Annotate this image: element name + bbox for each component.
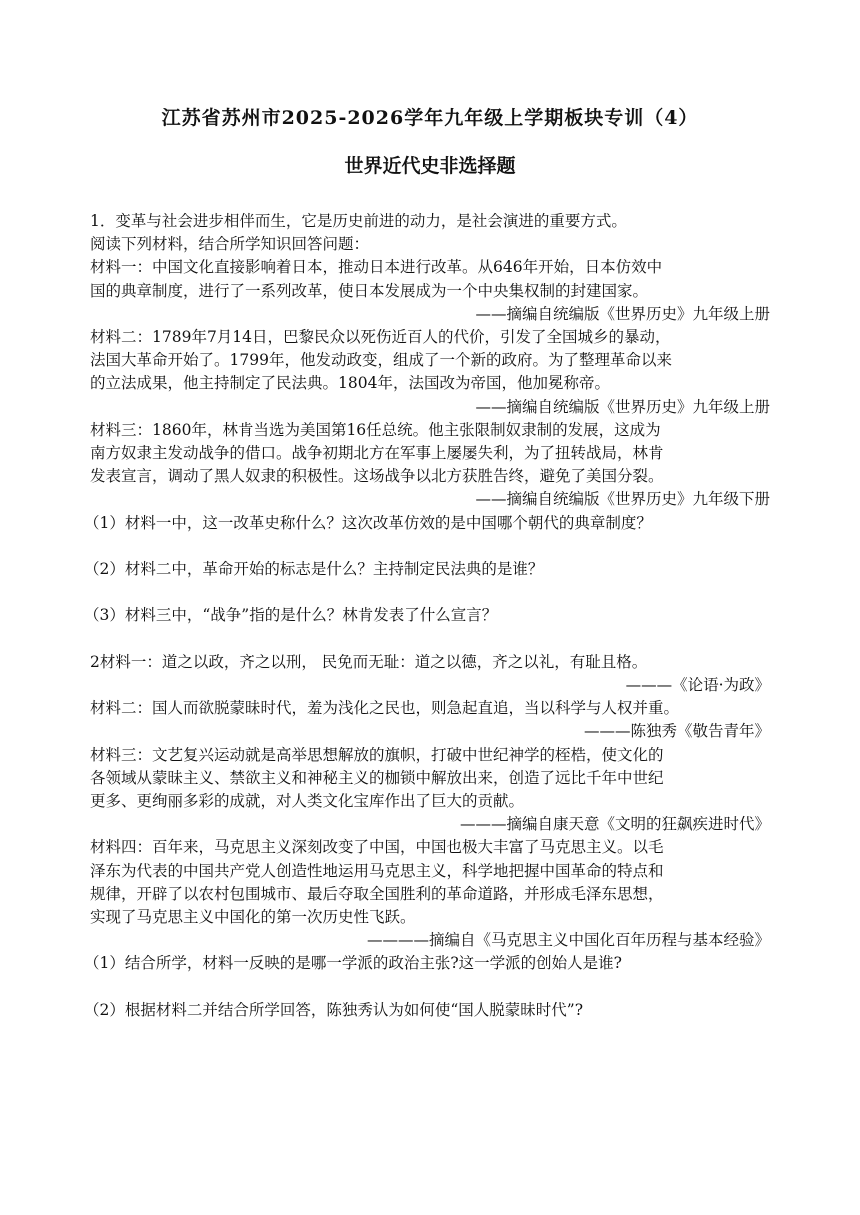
q1-instruction: 阅读下列材料，结合所学知识回答问题：: [90, 235, 370, 254]
q1-material-3-line-2: 南方奴隶主发动战争的借口。战争初期北方在军事上屡屡失利，为了扭转战局，林肯: [90, 444, 664, 463]
answer-space: [90, 535, 770, 558]
q1-material-1-line-2: 国的典章制度，进行了一系列改革，使日本发展成为一个中央集权制的封建国家。: [90, 281, 649, 300]
q1-material-1-line-1: 材料一：中国文化直接影响着日本，推动日本进行改革。从646年开始，日本仿效中: [90, 258, 663, 277]
page-title: 江苏省苏州市2025-2026学年九年级上学期板块专训（4）: [161, 107, 699, 129]
q2-material-3-line-3: 更多、更绚丽多彩的成就，对人类文化宝库作出了巨大的贡献。: [90, 792, 525, 811]
q2-material-4-line-4: 实现了马克思主义中国化的第一次历史性飞跃。: [90, 908, 416, 927]
q2-sub-question-1: （1）结合所学，材料一反映的是哪一学派的政治主张?这一学派的创始人是谁?: [84, 954, 622, 973]
q2-material-4-source: ————摘编自《马克思主义中国化百年历程与基本经验》: [366, 931, 770, 950]
q1-material-2-line-3: 的立法成果，他主持制定了民法典。1804年，法国改为帝国，他加冕称帝。: [90, 374, 610, 393]
q1-sub-question-1: （1）材料一中，这一改革史称什么？这次改革仿效的是中国哪个朝代的典章制度？: [84, 513, 652, 532]
q1-sub-question-3: （3）材料三中，“战争”指的是什么？林肯发表了什么宣言？: [84, 606, 498, 625]
q2-material-4-line-3: 规律，开辟了以农村包围城市、最后夺取全国胜利的革命道路，并形成毛泽东思想，: [90, 884, 664, 903]
q2-sub-question-2: （2）根据材料二并结合所学回答，陈独秀认为如何使“国人脱蒙昧时代”?: [84, 1000, 584, 1019]
q2-material-2-line-1: 材料二：国人而欲脱蒙昧时代，羞为浅化之民也，则急起直追，当以科学与人权并重。: [90, 699, 680, 718]
question-1: [84, 210, 770, 651]
q2-material-3-source: ———摘编自康天意《文明的狂飙疾进时代》: [459, 815, 770, 834]
q1-intro: 1．变革与社会进步相伴而生，它是历史前进的动力，是社会演进的重要方式。: [90, 212, 627, 230]
q1-sub-question-2: （2）材料二中，革命开始的标志是什么？主持制定民法典的是谁？: [84, 560, 544, 579]
q2-material-3-line-2: 各领域从蒙昧主义、禁欲主义和神秘主义的枷锁中解放出来，创造了远比千年中世纪: [90, 768, 664, 787]
q1-material-3-line-3: 发表宣言，调动了黑人奴隶的积极性。这场战争以北方获胜告终，避免了美国分裂。: [90, 467, 664, 486]
q1-material-2-source: ——摘编自统编版《世界历史》九年级上册: [475, 397, 770, 416]
answer-space: [90, 976, 770, 999]
q1-material-1-source: ——摘编自统编版《世界历史》九年级上册: [475, 304, 770, 323]
q2-material-3-line-1: 材料三：文艺复兴运动就是高举思想解放的旗帜，打破中世纪神学的桎梏，使文化的: [90, 745, 664, 764]
q2-material-1-source: ———《论语·为政》: [625, 676, 770, 695]
q2-material-4-line-2: 泽东为代表的中国共产党人创造性地运用马克思主义，科学地把握中国革命的特点和: [90, 861, 664, 880]
q2-material-2-source: ———陈独秀《敬告青年》: [583, 722, 770, 741]
q2-material-1-line-1: 2材料一：道之以政，齐之以刑， 民免而无耻：道之以德，齐之以礼，有耻且格。: [90, 652, 648, 671]
answer-space: [90, 628, 770, 651]
q1-material-2-line-1: 材料二：1789年7月14日，巴黎民众以死伤近百人的代价，引发了全国城乡的暴动，: [90, 328, 671, 347]
answer-space: [90, 581, 770, 604]
question-2: [84, 651, 770, 1022]
q1-material-3-line-1: 材料三：1860年，林肯当选为美国第16任总统。他主张限制奴隶制的发展，这成为: [90, 420, 661, 439]
q1-material-3-source: ——摘编自统编版《世界历史》九年级下册: [475, 490, 770, 509]
page-subtitle: 世界近代史非选择题: [344, 155, 516, 177]
q2-material-4-line-1: 材料四：百年来，马克思主义深刻改变了中国，中国也极大丰富了马克思主义。以毛: [90, 838, 664, 857]
q1-material-2-line-2: 法国大革命开始了。1799年，他发动政变，组成了一个新的政府。为了整理革命以来: [90, 351, 672, 370]
